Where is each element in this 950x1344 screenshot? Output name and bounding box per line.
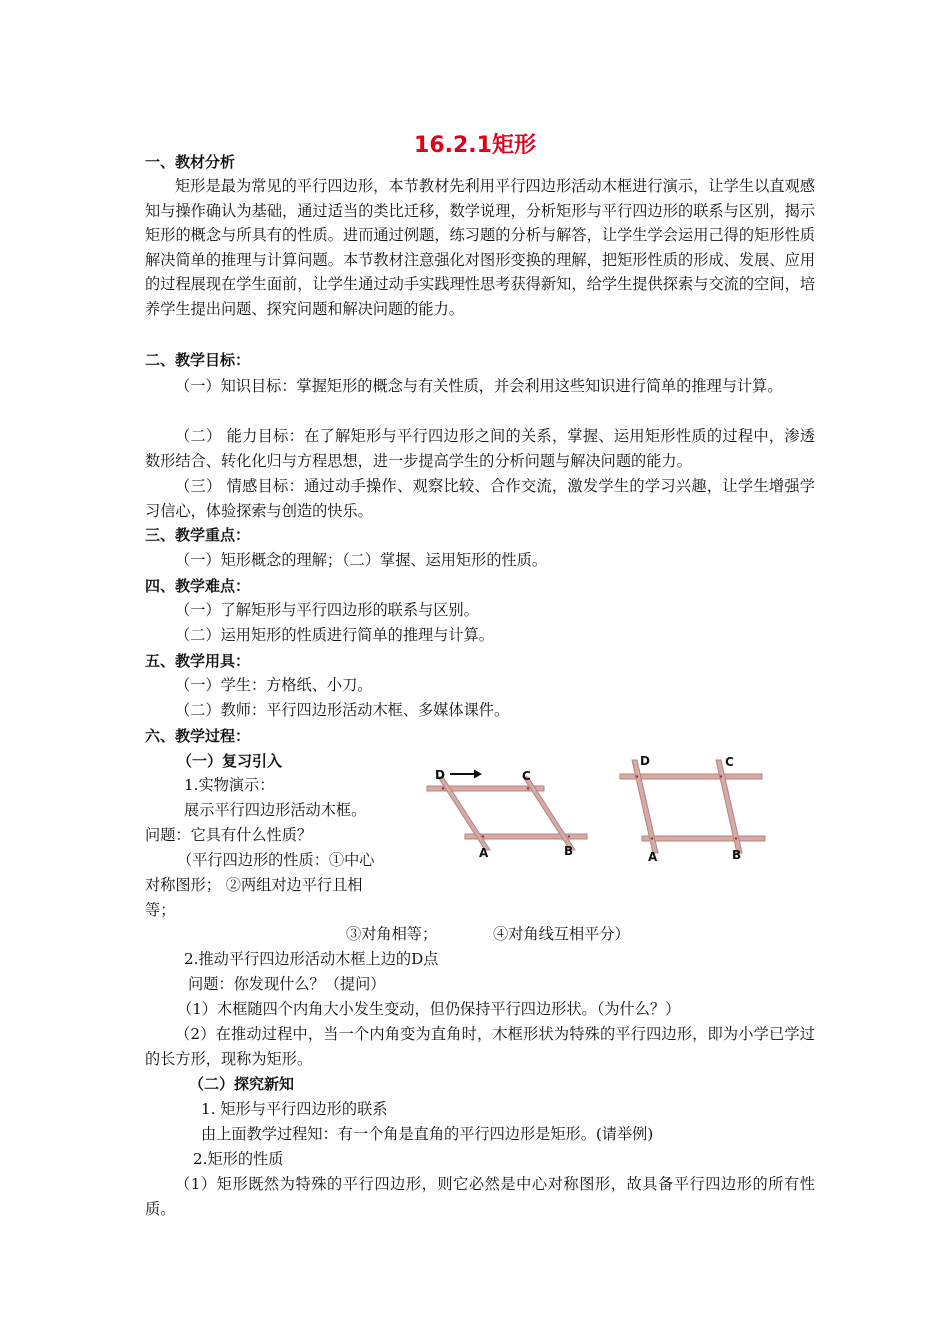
parallelogram-frame-figure bbox=[420, 760, 600, 865]
goal-ability: （二） 能力目标：在了解矩形与平行四边形之间的关系，掌握、运用矩形性质的过程中，渗透数形结合、转化化归与方程思想，进一步提高学生的分析问题与解决问题的能力。 bbox=[145, 427, 815, 470]
properties-heading: 2.矩形的性质 bbox=[193, 1150, 284, 1168]
observation-1: （1）木框随四个内角大小发生变动，但仍保持平行四边形状。（为什么？） bbox=[177, 1000, 681, 1018]
goal-emotion: （三） 情感目标：通过动手操作、观察比较、合作交流，激发学生的学习兴趣，让学生增强学习信心，体验探索与创造的快乐。 bbox=[145, 477, 815, 520]
page-title: 16.2.1矩形 bbox=[414, 133, 536, 158]
property-line-2: 对称图形； ②两组对边平行且相 bbox=[145, 876, 363, 894]
goal-knowledge: （一）知识目标：掌握矩形的概念与有关性质，并会利用这些知识进行简单的推理与计算。 bbox=[175, 377, 783, 395]
property-diagonals: ④对角线互相平分） bbox=[493, 925, 630, 943]
question-1: 问题：它具有什么性质？ bbox=[145, 826, 313, 844]
property-line-1: （平行四边形的性质：①中心 bbox=[177, 851, 375, 869]
properties-text: （1）矩形既然为特殊的平行四边形，则它必然是中心对称图形，故具备平行四边形的所有性质。 bbox=[145, 1175, 815, 1218]
subsection-review: （一）复习引入 bbox=[177, 752, 283, 770]
property-angles: ③对角相等； bbox=[346, 925, 438, 943]
section-2-heading: 二、教学目标： bbox=[145, 351, 251, 369]
label-d: D bbox=[435, 768, 445, 782]
property-line-3: 等； bbox=[145, 901, 176, 919]
label-d: D bbox=[640, 754, 650, 768]
label-c: C bbox=[725, 755, 734, 769]
label-b: B bbox=[564, 844, 574, 858]
section-3-heading: 三、教学重点： bbox=[145, 526, 251, 544]
demo-text: 展示平行四边形活动木框。 bbox=[184, 801, 367, 819]
label-a: A bbox=[648, 850, 658, 864]
section-6-heading: 六、教学过程： bbox=[145, 727, 251, 745]
tools-teacher: （二）教师：平行四边形活动木框、多媒体课件。 bbox=[175, 701, 510, 719]
bottom-stick bbox=[642, 836, 765, 841]
section-1-paragraph: 矩形是最为常见的平行四边形，本节教材先利用平行四边形活动木框进行演示，让学生以直观感知与操作确认为基础，通过适当的类比迁移，数学说理，分析矩形与平行四边形的联系与区别，揭示矩形的概念与所具有的性质。进而通过例题，练习题的分析与解答，让学生学会运用己得的矩形性质解决简单的推理与计算问题。本节教材注意强化对图形变换的理解，把矩形性质的形成、发展、应用的过程展现在学生面前，让学生通过动手实践理性思考获得新知，给学生提供探索与交流的空间，培养学生提出问题、探究问题和解决问题的能力。 bbox=[145, 177, 815, 318]
relation-text: 由上面教学过程知：有一个角是直角的平行四边形是矩形。(请举例) bbox=[201, 1125, 654, 1143]
label-b: B bbox=[732, 848, 742, 862]
subsection-explore: （二）探究新知 bbox=[189, 1075, 295, 1093]
question-2: 问题：你发现什么？（提问） bbox=[188, 975, 386, 993]
rectangle-frame-figure bbox=[615, 752, 775, 867]
label-a: A bbox=[479, 846, 489, 860]
section-4-heading: 四、教学难点： bbox=[145, 577, 251, 595]
section-5-heading: 五、教学用具： bbox=[145, 652, 251, 670]
push-step: 2.推动平行四边形活动木框上边的D点 bbox=[184, 950, 439, 968]
arrow-icon bbox=[450, 770, 482, 779]
key-points: （一）矩形概念的理解；（二）掌握、运用矩形的性质。 bbox=[175, 551, 548, 569]
relation-heading: 1. 矩形与平行四边形的联系 bbox=[201, 1100, 388, 1118]
demo-label: 1.实物演示： bbox=[184, 776, 275, 794]
tools-students: （一）学生：方格纸、小刀。 bbox=[175, 676, 373, 694]
difficulty-2: （二）运用矩形的性质进行简单的推理与计算。 bbox=[175, 626, 494, 644]
observation-2: （2）在推动过程中，当一个内角变为直角时，木框形状为特殊的平行四边形，即为小学已学过的长方形，现称为矩形。 bbox=[145, 1025, 815, 1068]
section-1-heading: 一、教材分析 bbox=[145, 153, 236, 171]
difficulty-1: （一）了解矩形与平行四边形的联系与区别。 bbox=[175, 601, 479, 619]
label-c: C bbox=[522, 769, 531, 783]
